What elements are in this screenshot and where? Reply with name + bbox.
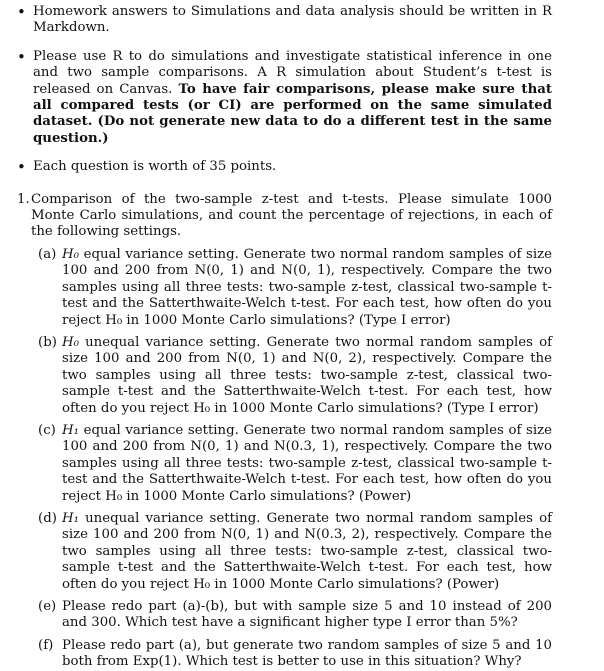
part-hypothesis: H₀ (62, 246, 79, 262)
part-text: unequal variance setting. Generate two normal random samples of size 100 and 200 from N(0, 1) and N(0, 2), respectively. Compare the two samples using all three tests: two-sample z-test, classical two-sample t-test and the Satterthwaite-Welch t-test. For each test, how often do you reject H₀ in 1000 Monte Carlo simulations? (Type I error) (62, 334, 552, 416)
bullet-text: Homework answers to Simulations and data analysis should be written in R Markdown. (33, 4, 552, 36)
part-f (31, 638, 552, 671)
bullet-bold-note: To have fair comparisons, please make sure that all compared tests (or CI) are performed on the same simulated dataset. (Do not generate new data to do a different test in the same question.) (33, 81, 553, 146)
part-label: (f) (38, 637, 54, 653)
bullet-text: Each question is worth of 35 points. (33, 159, 277, 175)
bullet-points (17, 159, 552, 175)
part-hypothesis: H₀ (62, 334, 79, 350)
part-text: Please redo part (a), but generate two random samples of size 5 and 10 both from Exp(1). Which test is better to use in this situation? Why? (62, 637, 552, 670)
part-e (31, 599, 552, 632)
question-1 (17, 192, 552, 671)
part-hypothesis: H₁ (62, 510, 79, 526)
part-label: (d) (38, 510, 57, 526)
part-text: equal variance setting. Generate two normal random samples of size 100 and 200 from N(0, 1) and N(0.3, 1), respectively. Compare the two samples using all three tests: two-sample z-test, classical two-sample t-test and the Satterthwaite-Welch t-test. For each test, how often do you reject H₀ in 1000 Monte Carlo simulations? (Power) (62, 422, 552, 504)
bullet-simulation-instructions (17, 49, 552, 147)
part-text: equal variance setting. Generate two normal random samples of size 100 and 200 from N(0, 1) and N(0, 1), respectively. Compare the two samples using all three tests: two-sample z-test, classical two-sample t-test and the Satterthwaite-Welch t-test. For each test, how often do you reject H₀ in 1000 Monte Carlo simulations? (Type I error) (62, 246, 552, 328)
part-hypothesis: H₁ (62, 422, 79, 438)
part-label: (b) (38, 334, 57, 350)
part-c (31, 423, 552, 505)
part-b (31, 335, 552, 417)
part-a (31, 247, 552, 329)
part-label: (a) (38, 246, 57, 262)
bullet-rmarkdown (17, 4, 552, 37)
question-number: 1. (17, 191, 30, 207)
part-label: (e) (38, 599, 57, 614)
part-text: unequal variance setting. Generate two normal random samples of size 100 and 200 from N(0, 1) and N(0.3, 2), respectively. Compare the two samples using all three tests: two-sample z-test, classical two-sample t-test and the Satterthwaite-Welch t-test. For each test, how often do you reject H₀ in 1000 Monte Carlo simulations? (Power) (62, 510, 552, 592)
bullet-text: Please use R to do simulations and investigate statistical inference in one and two sample comparisons. A R simulation about Student’s t-test is released on Canvas. (33, 48, 552, 97)
part-text: Please redo part (a)-(b), but with sample size 5 and 10 instead of 200 and 300. Which test have a significant higher type I error than 5%? (62, 599, 552, 631)
part-label: (c) (38, 422, 56, 438)
part-d (31, 511, 552, 593)
question-intro: Comparison of the two-sample z-test and t-tests. Please simulate 1000 Monte Carlo simulations, and count the percentage of rejections, in each of the following settings. (31, 191, 552, 240)
